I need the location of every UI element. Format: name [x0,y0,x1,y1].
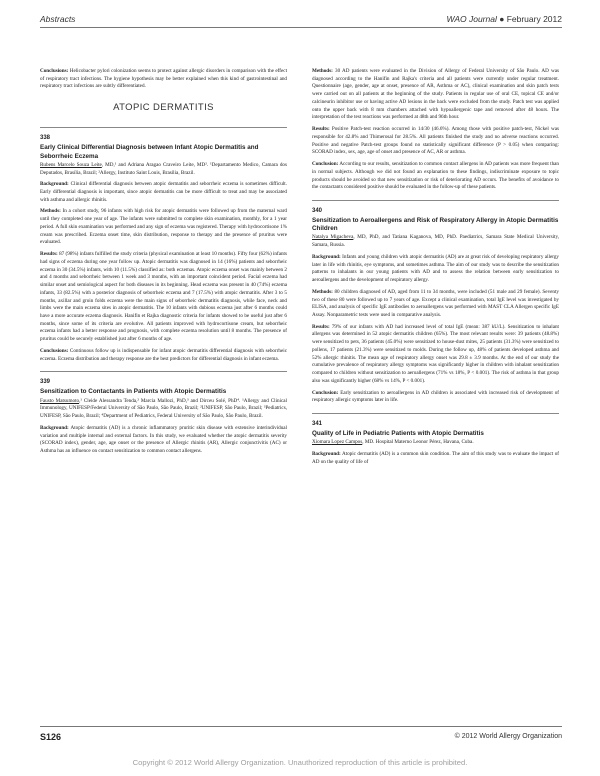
abstract-results: Results: 87 (98%) infants fulfilled the study criteria (physical examination at least 10 months). Fifty four (62%) infants had signs of eczema during one year follow up. Atopic dermatitis was diagnosed in 14 (16%) patients and seborrheic eczema in 30 (34.5%) infants, with 10 (11.5%) classified as: both eczemas. Atopic eczema onset was mainly between 2 and 4 months and seborrheic between 1 week and 3 months, with an important coincident period. Facial eczema had similar onset and semiological aspect for both diseases in its beginning. Head eczema was present in 40 (74%) eczema infants, 33 (82.5%) with a posterior diagnosis of seborrheic eczema and 7 (17.5%) with atopic dermatitis. After 3 to 5 months, axillar and groin folds eczema were the main signs of seborrheic dermatitis diagnosis, while face, neck and limbs were the main eczema sites in atopic dermatitis. The 10 infants with dubious eczema just after 6 months could have a more accurate eczema diagnosis. Hanifin et Rajka diagnostic criteria for infants showed to be useful just after 6 months, since some of its criteria are evolutive. All patients improved with hydrocortisone cream, but seborrheic eczema infants had a better response and prognosis, with complete eczema resolution until 8 months. The presence of pruritus could be securely established just after 6 months of age. [40,251,287,343]
abstract-background: Background: Atopic dermatitis (AD) is a chronic inflammatory pruritic skin disease with extensive interindividual variation and multiple internal and external factors. In this study, we evaluated whether the atopic dermatitis severity (SCORAD index), gender, age, age onset or the presence of Allergic rhinitis (AR), Allergic conjunctivitis (AC) or Asthma has an influence on contact sensitization to common contact allergens. [40,424,287,454]
abstract-background: Background: Infants and young children with atopic dermatitis (AD) are at great risk of developing respiratory allergy later in life with rhinitis, eye symptoms, and sometimes asthma. The aim of our study was to describe the sensitization patterns to inhalants in our young patients with AD and to assess the relation between early sensitization to aeroallergens and the development of respiratory allergy. [312,253,559,284]
abstract-authors: Rubens Marcelo Souza Leite, MD,¹ and Adriana Aragao Craveiro Leite, MD². ¹Departamento Medico, Camara dos Deputados, Brasília, Brazil; ²Allergy, Instituto Saint Louis, Brasília, Brazil. [40,161,288,176]
abstract-number: 339 [40,379,51,386]
abstract-background: Background: Atopic dermatitis (AD) is a common skin condition. The aim of this study was to evaluate the impact of AD on the quality of life of [312,450,559,465]
header-rule [40,27,562,28]
abstract-339-continued [312,68,559,192]
abstract-341 [312,420,559,466]
abstract-339 [40,378,287,455]
right-column [312,68,559,470]
copyright-watermark: Copyright © 2012 World Allergy Organization. Unauthorized reproduction of this article is prohibited. [132,758,468,767]
abstract-authors: Natalya Migacheva, MD, PhD, and Tatiana Kaganova, MD, PhD. Paediatrics, Samara State Medical University, Samara, Russia. [312,234,559,249]
abstract-methods: Methods: 30 AD patients were evaluated in the Division of Allergy of Federal University of São Paulo. AD was diagnosed according to the Hanifin and Rajka's criteria and all patients were currently under regular treatment. Questionnaire (age, gender, age at onset, presence of AR, Asthma or AC), clinical examination and skin patch tests were carried out on all patients at the beginning of the study. Patients in regular use of oral CE, topical CE and/or calcineurin inhibitor use or having active AD lesions in the back were excluded from the study. Patch test was applied onto the upper back with 8 mm chambers attached with hypoallergenic tape and removed after 48 hours. The interpretation of the test reactions was performed at 48th and 96th hour. [312,68,559,121]
abstract-results: Results: Positive Patch-test reaction occurred in 14/30 (46.6%). Among those with positive patch-test, Nickel was responsible for 42.8% and Thimerosal for 28.5%. All patients finished the study and no adverse reactions occurred. Positive and negative Patch-test groups found no statistically significant difference (P > 0.05) when comparing: SCORAD index, sex, age, age of onset and presence of AC, AR or asthma. [312,126,559,156]
abstract-conclusions: Conclusion: According to our results, sensitization to common contact allergens in AD patients was more frequent than in normal subjects. Although we did not found an explanation to these findings, indiscriminate exposure to topic products should be avoided so that new sensitization or risk of deteriorating AD occurs. The benefits of avoidance to the contactants considered positive should be evaluated in the follow-up of these patients. [312,161,559,191]
abstract-divider [312,200,559,201]
abstract-results: Results: 79% of our infants with AD had increased level of total IgE (mean: 387 kU/L). Sensitization to inhalant allergens was determined in 52 atopic dermatitis children (65%). The most relevant results were: 39 patients (48.8%) were sensitized to pets, 36 patients (45.0%) were sensitized to house-dust mites, 25 patients (31.3%) were sensitized to pollens, 17 patients (21.3%) were sensitized to molds. During the follow up, 48% of patients developed asthma and 52% allergic rhinitis. The mean age of respiratory allergy onset was 29.8 ± 3.9 months. At the end of our study the cumulative prevalence of respiratory allergy symptoms was significantly higher in children with inhalant sensitization compared to children without sensitization to aeroallergens (71% vs 18%, P < 0.001). The risk of asthma in that group also was significantly higher (68% vs 14%, P < 0.001). [312,323,559,384]
abstract-340 [312,207,559,405]
abstract-title: Sensitization to Contactants in Patients with Atopic Dermatitis [40,388,227,396]
abstract-number: 340 [312,208,323,215]
abstract-divider [312,413,559,414]
abstract-title: Early Clinical Differential Diagnosis between Infant Atopic Dermatitis and Seborrheic Eczema [40,144,259,160]
abstract-background: Background: Clinical differential diagnosis between atopic dermatitis and seborrheic eczema is sometimes difficult. Early differential diagnosis is important, since atopic dermatitis can be more difficult to treat and may be associated with asthma and allergic rhinitis. [40,181,287,203]
abstract-methods: Methods: In a cohort study, 96 infants with high risk for atopic dermatitis were followed up from the maternal ward until they completed one year of age. The infants were submitted to complete skin examination, monthly, for a 1 year period. A full skin examination was performed and any sign of eczema was registered. Therapy with hydrocortisone 1% cream was prescribed. Eczema onset time, skin distribution, response to therapy and the presence of pruritus were evaluated. [40,208,287,246]
abstract-authors: Fausto Matsumoto,¹ Cleide Alessandra Tenda,² Marcia Mallozi, PhD,³ and Dirceu Solé, PhD⁴. ¹Allergy and Clinical Immunology, UNIFESP/Federal University of São Paulo, São Paulo, Brazil; ²UNIFESP, São Paulo, Brazil; ³Pediatrics, UNIFESP, São Paulo, Brazil; ⁴Department of Pediatrics, Federal University of São Paulo, São Paulo, Brazil. [40,397,287,420]
footer-rule [40,726,562,727]
abstract-338 [40,134,287,363]
abstract-conclusions: Conclusion: Early sensitization to aeroallergens in AD children is associated with increased risk of development of respiratory allergic symptoms later in life. [312,389,559,404]
left-column [40,68,287,460]
carryover-conclusions: Conclusions: Helicobacter pylori colonization seems to protect against allergic disorders in comparison with the effect of respiratory tract infections. The hygiene hypothesis may be better explained when this kind of gastrointestinal and respiratory tract infections are subtly differentiated. [40,68,287,90]
abstract-title: Sensitization to Aeroallergens and Risk of Respiratory Allergy in Atopic Dermatitis Children [312,217,559,233]
page-number: S126 [40,732,62,742]
abstract-divider [40,127,287,128]
section-heading: ATOPIC DERMATITIS [113,102,214,114]
abstract-methods: Methods: 80 children diagnosed of AD, aged from 11 to 34 months, were included (51 male and 29 female). Seventy two of these 80 were followed up to 7 years of age. Except a clinical examination, total IgE level was investigated by ELISA, and analysis of specific IgE antibodies to aeroallergens was performed with MAST CLA Allergen specific IgE Assay. Nonparametric tests were used in comparative analysis. [312,288,559,318]
abstract-title: Quality of Life in Pediatric Patients with Atopic Dermatitis [312,430,484,438]
abstract-divider [40,371,287,372]
running-header-journal: WAO Journal ● February 2012 [446,14,562,24]
abstract-number: 341 [312,421,323,428]
abstract-number: 338 [40,135,51,142]
abstract-authors: Xiomara Lopez Campos, MD. Hospital Materno Leonor Pérez, Havana, Cuba. [312,439,474,446]
footer-copyright: © 2012 World Allergy Organization [454,733,562,740]
abstract-conclusions: Conclusions: Continuous follow up is indispensable for infant atopic dermatitis differential diagnosis with seborrheic eczema. Eczema distribution and therapy response are the best predictors for differential diagnosis in infant eczema. [40,347,287,362]
running-header-section: Abstracts [40,14,76,24]
